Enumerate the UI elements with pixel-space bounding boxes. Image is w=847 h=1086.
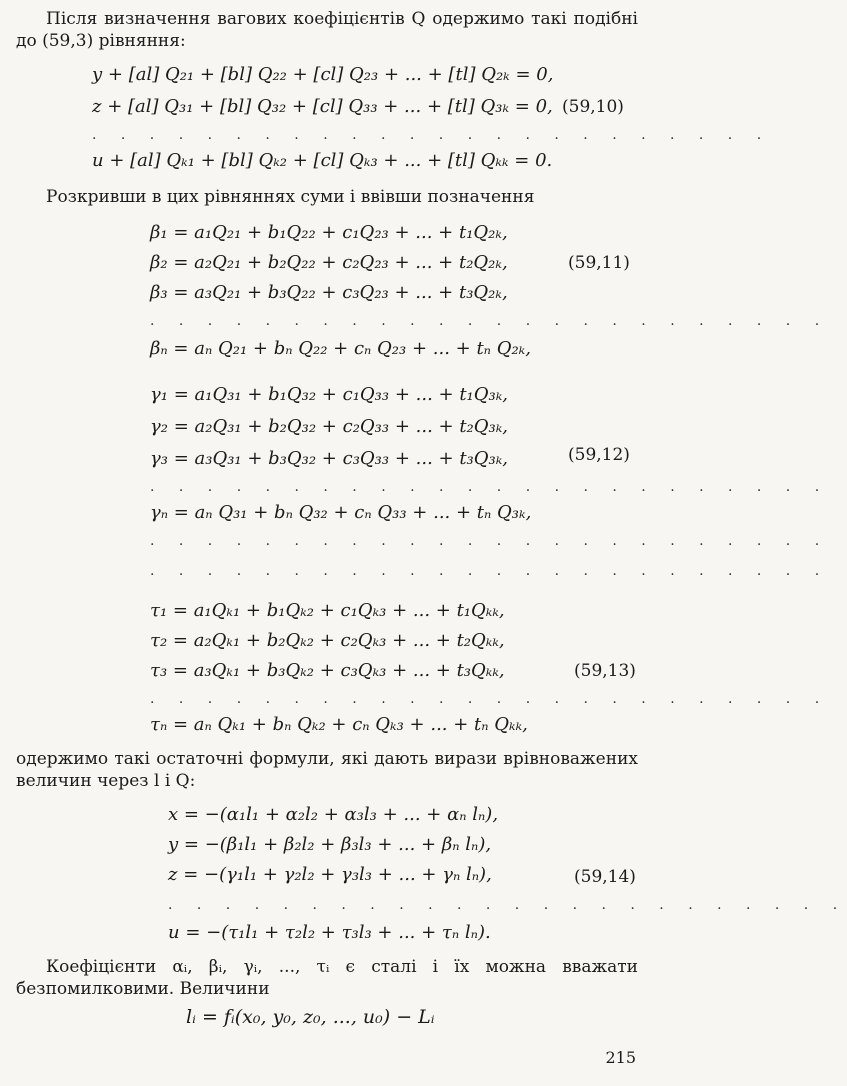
paragraph-expanding-sums: Розкривши в цих рівняннях суми і ввівши позначення (46, 187, 535, 207)
equation-59-14-line-4: u = −(τ₁l₁ + τ₂l₂ + τ₃l₃ + ... + τₙ lₙ). (168, 922, 491, 943)
equation-59-14-line-2: y = −(β₁l₁ + β₂l₂ + β₃l₃ + ... + βₙ lₙ), (168, 834, 492, 855)
paragraph-final-formulas: одержимо такі остаточні формули, які дають вирази врівноважених величин через l і Q: (16, 749, 638, 791)
equation-number-59-13: (59,13) (574, 661, 636, 681)
equation-59-10-line-3: u + [al] Qₖ₁ + [bl] Qₖ₂ + [cl] Qₖ₃ + ... + [tl] Qₖₖ = 0. (92, 150, 553, 171)
equation-59-12-line-3: γ₃ = a₃Q₃₁ + b₃Q₃₂ + c₃Q₃₃ + ... + t₃Q₃ₖ, (150, 448, 509, 469)
ellipsis-row: . . . . . . . . . . . . . . . . . . . . . . . . (150, 563, 830, 579)
ellipsis-row: . . . . . . . . . . . . . . . . . . . . . . . . (150, 479, 830, 495)
equation-number-59-14: (59,14) (574, 867, 636, 887)
equation-number-59-10: (59,10) (562, 97, 624, 117)
equation-59-14-line-1: x = −(α₁l₁ + α₂l₂ + α₃l₃ + ... + αₙ lₙ), (168, 804, 499, 825)
ellipsis-row: . . . . . . . . . . . . . . . . . . . . . . . . (150, 313, 830, 329)
ellipsis-row: . . . . . . . . . . . . . . . . . . . . . . . . (92, 127, 772, 143)
page-number: 215 (605, 1048, 636, 1067)
equation-59-12-line-4: γₙ = aₙ Q₃₁ + bₙ Q₃₂ + cₙ Q₃₃ + ... + tₙ Q₃ₖ, (150, 502, 532, 523)
equation-l-i: lᵢ = fᵢ(x₀, y₀, z₀, ..., u₀) − Lᵢ (186, 1006, 435, 1028)
equation-59-13-line-2: τ₂ = a₂Qₖ₁ + b₂Qₖ₂ + c₂Qₖ₃ + ... + t₂Qₖₖ, (150, 630, 505, 651)
equation-59-11-line-1: β₁ = a₁Q₂₁ + b₁Q₂₂ + c₁Q₂₃ + ... + t₁Q₂ₖ, (150, 222, 508, 243)
equation-59-13-line-1: τ₁ = a₁Qₖ₁ + b₁Qₖ₂ + c₁Qₖ₃ + ... + t₁Qₖₖ, (150, 600, 505, 621)
paragraph-coefficients: Коефіцієнти αᵢ, βᵢ, γᵢ, ..., τᵢ є сталі і їх можна вважати безпомилковими. Величини (16, 957, 638, 999)
equation-59-11-line-4: βₙ = aₙ Q₂₁ + bₙ Q₂₂ + cₙ Q₂₃ + ... + tₙ Q₂ₖ, (150, 338, 531, 359)
equation-59-13-line-4: τₙ = aₙ Qₖ₁ + bₙ Qₖ₂ + cₙ Qₖ₃ + ... + tₙ Qₖₖ, (150, 714, 528, 735)
ellipsis-row: . . . . . . . . . . . . . . . . . . . . . . . . (168, 897, 847, 913)
equation-59-13-line-3: τ₃ = a₃Qₖ₁ + b₃Qₖ₂ + c₃Qₖ₃ + ... + t₃Qₖₖ, (150, 660, 505, 681)
equation-59-11-line-2: β₂ = a₂Q₂₁ + b₂Q₂₂ + c₂Q₂₃ + ... + t₂Q₂ₖ, (150, 252, 508, 273)
equation-59-14-line-3: z = −(γ₁l₁ + γ₂l₂ + γ₃l₃ + ... + γₙ lₙ), (168, 864, 492, 885)
equation-number-59-12: (59,12) (568, 445, 630, 465)
ellipsis-row: . . . . . . . . . . . . . . . . . . . . . . . . (150, 533, 830, 549)
equation-59-12-line-1: γ₁ = a₁Q₃₁ + b₁Q₃₂ + c₁Q₃₃ + ... + t₁Q₃ₖ, (150, 384, 509, 405)
equation-number-59-11: (59,11) (568, 253, 630, 273)
equation-59-10-line-2: z + [al] Q₃₁ + [bl] Q₃₂ + [cl] Q₃₃ + ... + [tl] Q₃ₖ = 0, (92, 96, 553, 117)
paragraph-intro: Після визначення вагових коефіцієнтів Q одержимо такі подібні до (59,3) рівняння: (16, 9, 638, 51)
equation-59-11-line-3: β₃ = a₃Q₂₁ + b₃Q₂₂ + c₃Q₂₃ + ... + t₃Q₂ₖ, (150, 282, 508, 303)
equation-59-10-line-1: y + [al] Q₂₁ + [bl] Q₂₂ + [cl] Q₂₃ + ... + [tl] Q₂ₖ = 0, (92, 64, 554, 85)
ellipsis-row: . . . . . . . . . . . . . . . . . . . . . . . . (150, 691, 830, 707)
equation-59-12-line-2: γ₂ = a₂Q₃₁ + b₂Q₃₂ + c₂Q₃₃ + ... + t₂Q₃ₖ, (150, 416, 509, 437)
